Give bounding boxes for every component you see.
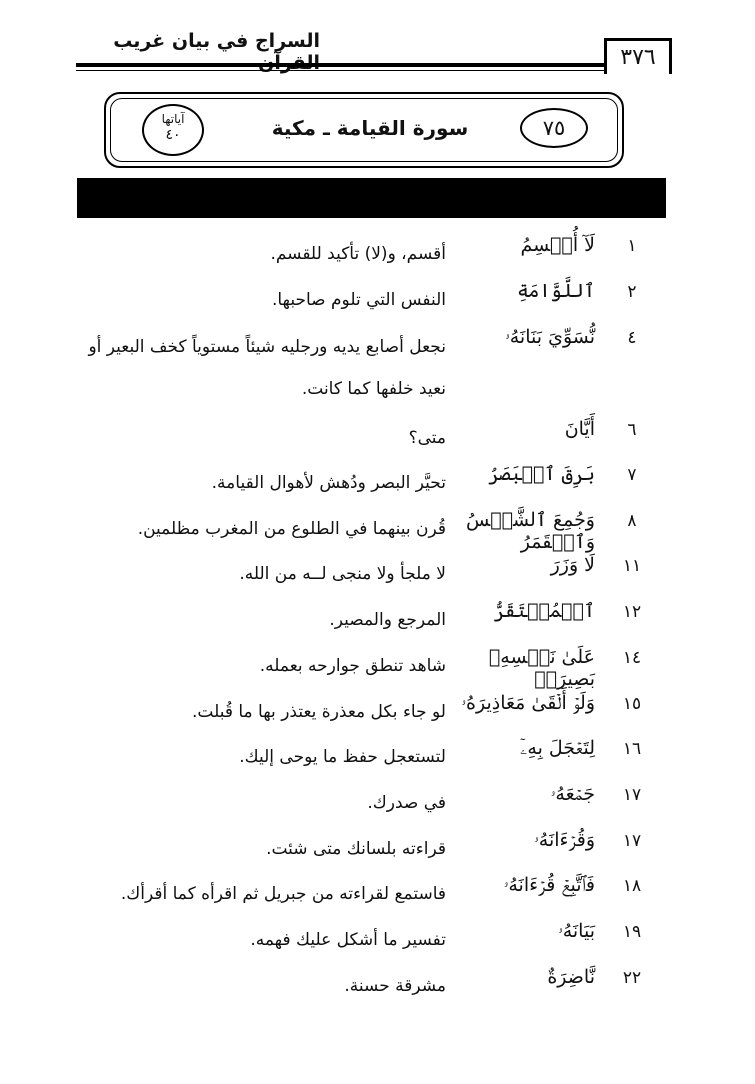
glossary-entry bbox=[0, 594, 755, 634]
word-meaning: لتستعجل حفظ ما يوحى إليك. bbox=[239, 747, 446, 767]
word-meaning: نجعل أصابع يديه ورجليه شيئاً مستوياً كخف البعير أو نعيد خلفها كما كانت. bbox=[88, 337, 446, 399]
verse-number: ٨ bbox=[627, 511, 637, 531]
word-meaning: أقسم، و(لا) تأكيد للقسم. bbox=[270, 244, 446, 264]
glossary-entry bbox=[0, 960, 755, 1000]
quran-word: وَلَوۡ أَلۡقَىٰ مَعَاذِيرَهُۥ bbox=[461, 692, 595, 714]
verse-number: ١٢ bbox=[622, 602, 642, 622]
quran-word: وَقُرۡءَانَهُۥ bbox=[534, 829, 595, 851]
verse-number: ٢ bbox=[627, 282, 637, 302]
glossary-entry bbox=[0, 914, 755, 954]
verse-number: ١٤ bbox=[622, 648, 642, 668]
quran-word: أَيَّانَ bbox=[564, 418, 595, 440]
word-meaning: المرجع والمصير. bbox=[329, 610, 446, 630]
glossary-entry bbox=[0, 640, 755, 690]
ayat-count: ٤٠ bbox=[165, 127, 181, 143]
glossary-entry bbox=[0, 228, 755, 268]
quran-word: فَٱتَّبِعۡ قُرۡءَانَهُۥ bbox=[503, 874, 595, 896]
page-number: ٣٧٦ bbox=[604, 38, 672, 74]
quran-word: عَلَىٰ نَفۡسِهِۦ بَصِيرَةٞ bbox=[488, 646, 595, 690]
word-meaning: شاهد تنطق جوارحه بعمله. bbox=[259, 656, 446, 676]
quran-word: لَآ أُقۡسِمُ bbox=[520, 234, 595, 256]
glossary-entry bbox=[0, 274, 755, 314]
glossary-entry bbox=[0, 868, 755, 908]
word-meaning: مشرقة حسنة. bbox=[344, 976, 446, 996]
surah-number: ٧٥ bbox=[520, 108, 588, 148]
verse-number: ١٩ bbox=[622, 922, 642, 942]
word-meaning: تحيَّر البصر ودُهش لأهوال القيامة. bbox=[211, 473, 446, 493]
quran-word: لَا وَزَرَ bbox=[550, 554, 595, 576]
quran-word: ٱللَّوَّامَةِ bbox=[517, 280, 595, 302]
glossary-entry bbox=[0, 457, 755, 497]
verse-number: ٦ bbox=[627, 420, 637, 440]
word-meaning: لا ملجأ ولا منجى لــه من الله. bbox=[239, 564, 446, 584]
glossary-entry bbox=[0, 686, 755, 726]
glossary-entry bbox=[0, 777, 755, 817]
glossary-entry bbox=[0, 503, 755, 553]
verse-number: ٧ bbox=[627, 465, 637, 485]
verse-number: ١٧ bbox=[622, 831, 642, 851]
glossary-entry bbox=[0, 548, 755, 588]
word-meaning: قراءته بلسانك متى شئت. bbox=[266, 839, 446, 859]
verse-number: ١ bbox=[627, 236, 637, 256]
verse-number: ٢٢ bbox=[622, 968, 642, 988]
quran-word: بَيَانَهُۥ bbox=[557, 920, 595, 942]
quran-word: ٱلۡمُسۡتَقَرُّ bbox=[493, 600, 595, 622]
glossary-entry bbox=[0, 320, 755, 404]
word-meaning: تفسير ما أشكل عليك فهمه. bbox=[250, 930, 446, 950]
word-meaning: في صدرك. bbox=[367, 793, 446, 813]
glossary-entry bbox=[0, 731, 755, 771]
quran-word: وَجُمِعَ ٱلشَّمۡسُ وَٱلۡقَمَرُ bbox=[466, 509, 595, 553]
verse-number: ١٧ bbox=[622, 785, 642, 805]
word-meaning: قُرن بينهما في الطلوع من المغرب مظلمين. bbox=[137, 519, 446, 539]
verse-number: ٤ bbox=[627, 328, 637, 348]
verse-number: ١٨ bbox=[622, 876, 642, 896]
quran-word: بَرِقَ ٱلۡبَصَرُ bbox=[488, 463, 595, 485]
word-meaning: متى؟ bbox=[408, 428, 446, 448]
verse-number: ١٦ bbox=[622, 739, 642, 759]
glossary-entry bbox=[0, 823, 755, 863]
verse-number: ١١ bbox=[622, 556, 642, 576]
surah-title: سورة القيامة ـ مكية bbox=[271, 116, 469, 140]
word-meaning: لو جاء بكل معذرة يعتذر بها ما قُبلت. bbox=[191, 702, 446, 722]
word-meaning: فاستمع لقراءته من جبريل ثم اقرأه كما أقرأك. bbox=[120, 884, 446, 904]
verse-number: ١٥ bbox=[622, 694, 642, 714]
quran-word: لِتَعۡجَلَ بِهِۦٓ bbox=[520, 737, 595, 759]
quran-word: نَّاضِرَةٌ bbox=[547, 966, 595, 988]
book-title: السراج في بيان غريب bbox=[113, 30, 320, 52]
quran-word: جَمۡعَهُۥ bbox=[550, 783, 595, 805]
word-meaning: النفس التي تلوم صاحبها. bbox=[271, 290, 446, 310]
ayat-label: آياتها bbox=[161, 112, 185, 126]
quran-word: نُّسَوِّيَ بَنَانَهُۥ bbox=[505, 326, 595, 348]
glossary-entry bbox=[0, 412, 755, 452]
